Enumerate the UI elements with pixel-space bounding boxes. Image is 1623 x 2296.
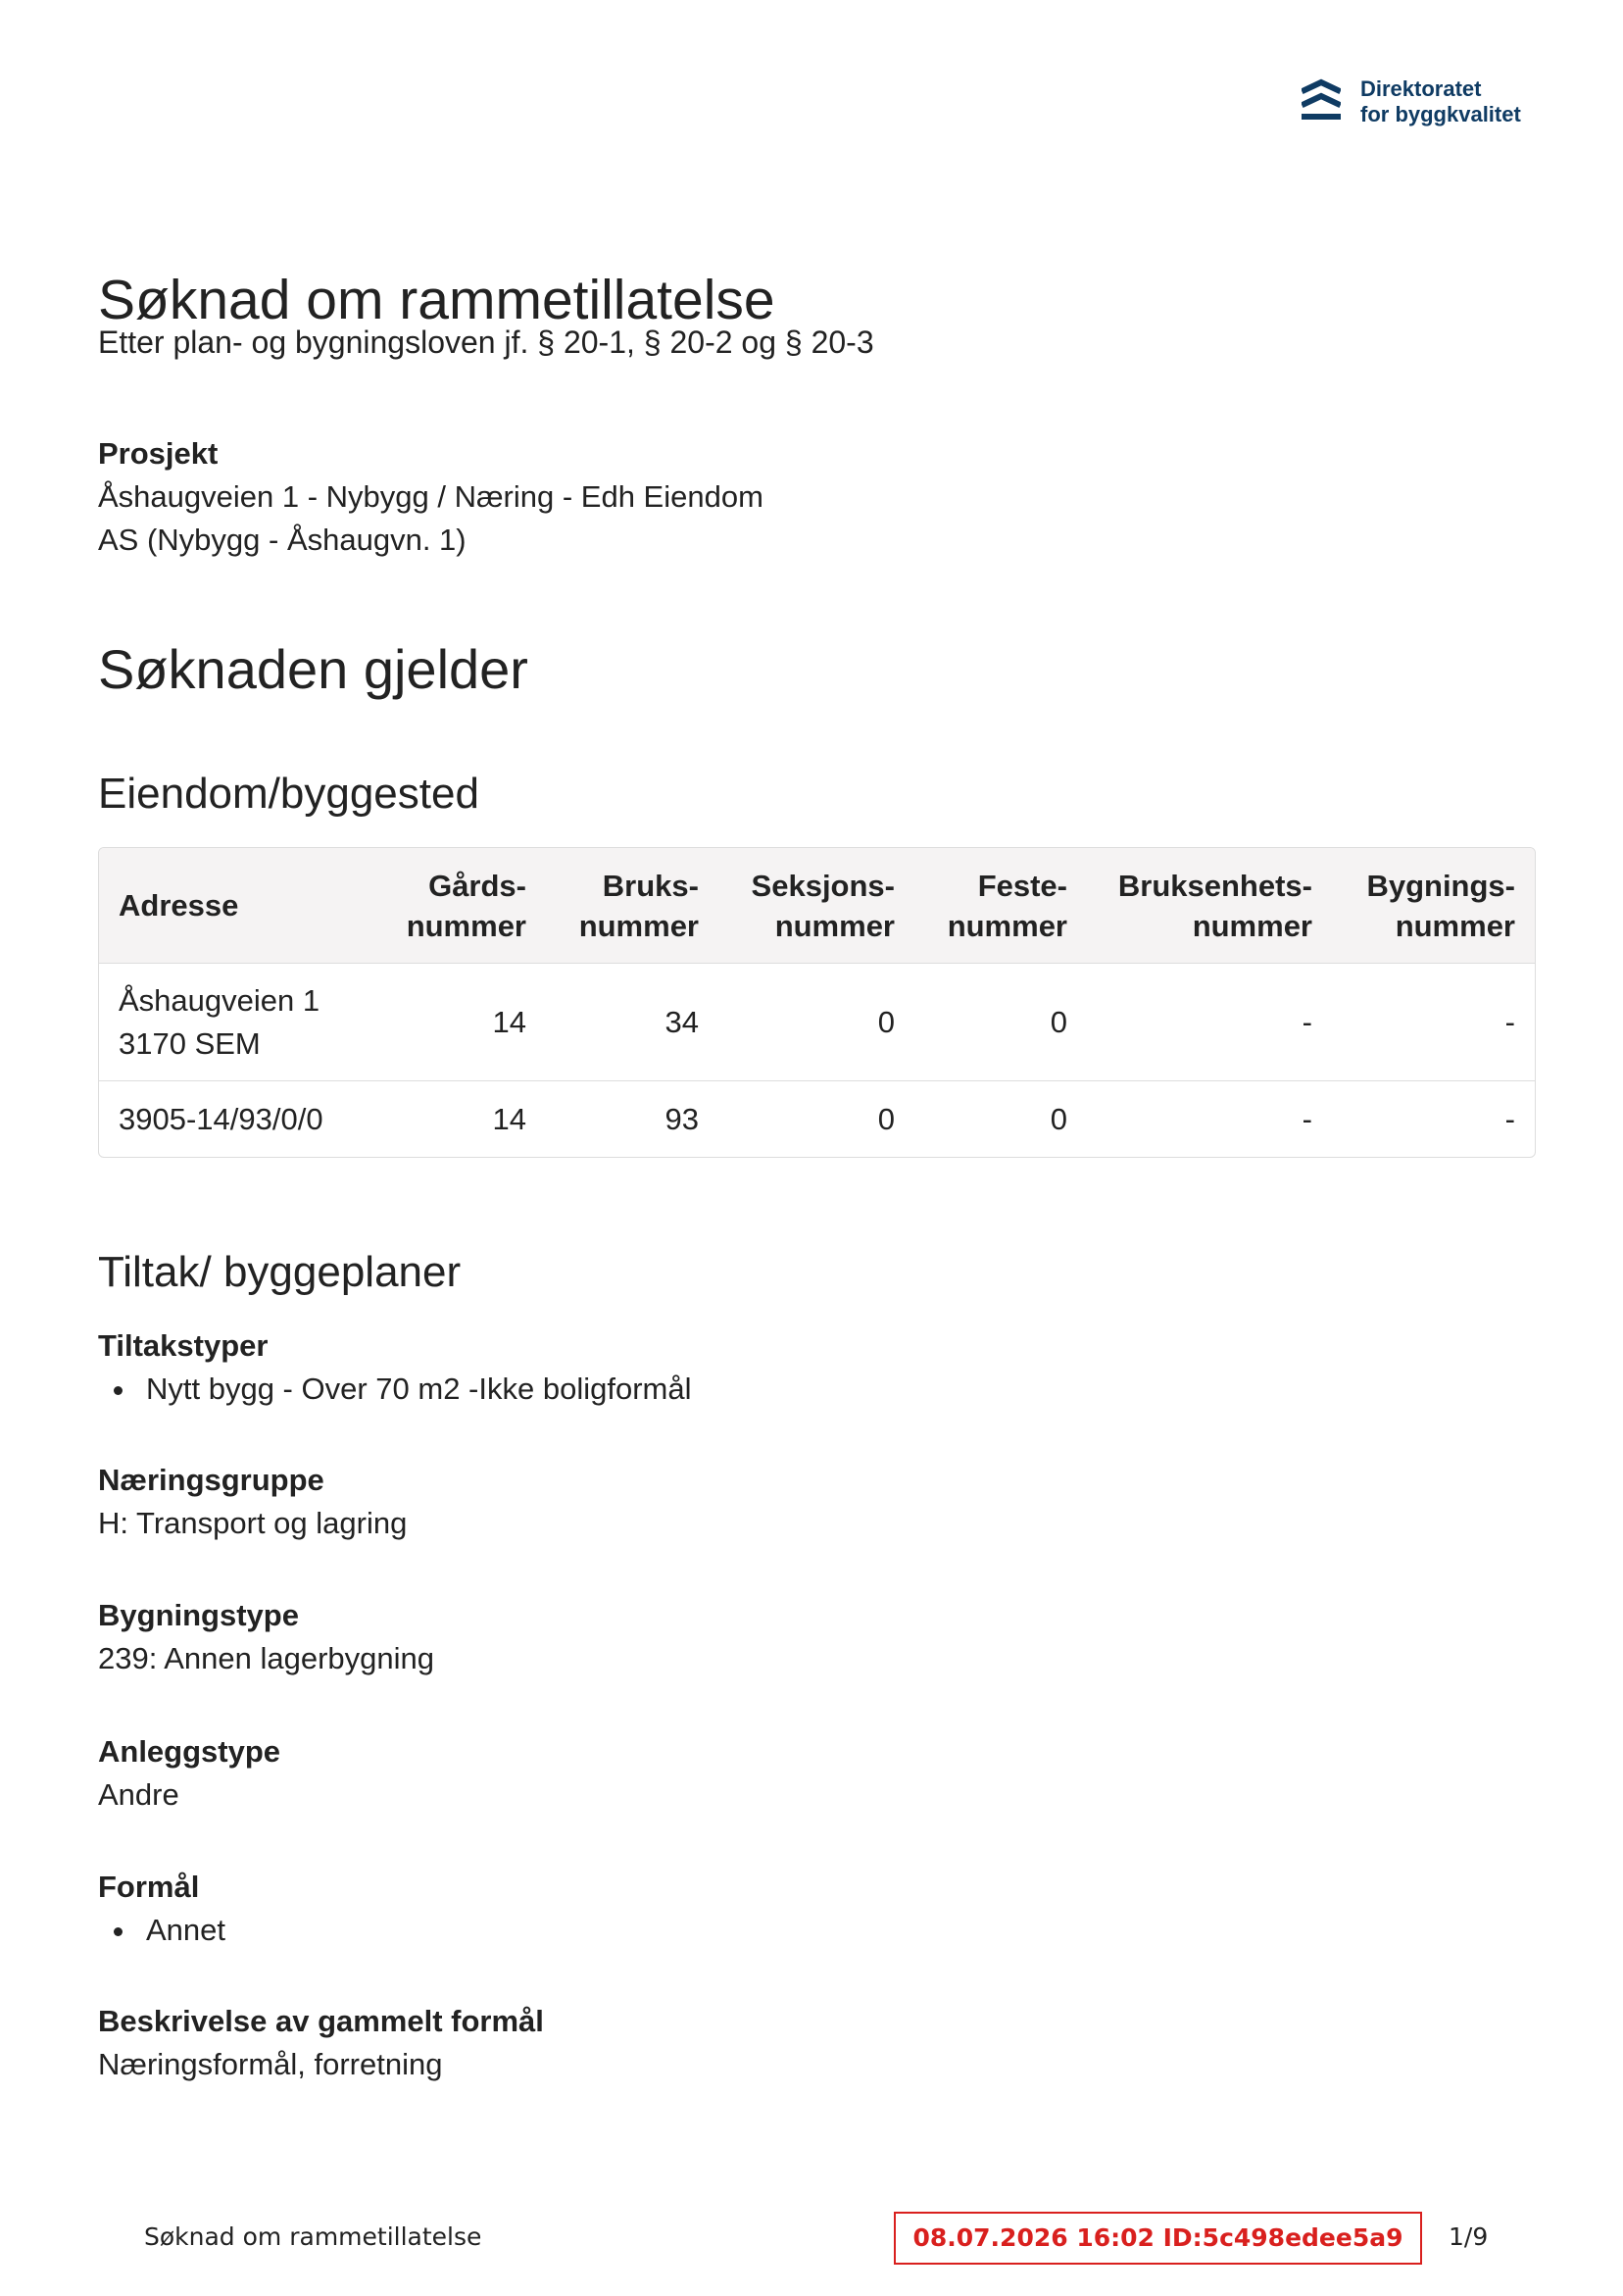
tiltakstyper-list: [98, 1368, 1078, 1411]
dibk-logo-icon: [1302, 78, 1341, 124]
gammelt-formal-block: [98, 2000, 1078, 2086]
tiltak-heading: Tiltak/ byggeplaner: [98, 1248, 462, 1296]
table-row: [99, 1081, 1535, 1158]
logo-line-1: Direktoratet: [1360, 76, 1482, 101]
cell-bygning: -: [1332, 1081, 1535, 1158]
footer-title: Søknad om rammetillatelse: [144, 2222, 482, 2251]
tiltakstyper-block: [98, 1324, 1078, 1411]
naeringsgruppe-label: Næringsgruppe: [98, 1463, 324, 1497]
table-row: [99, 964, 1535, 1081]
timestamp-stamp: 08.07.2026 16:02 ID:5c498edee5a9: [894, 2212, 1422, 2265]
gammelt-formal-value: Næringsformål, forretning: [98, 2047, 443, 2081]
logo-line-2: for byggkvalitet: [1360, 102, 1521, 126]
bygningstype-label: Bygningstype: [98, 1598, 299, 1632]
column-header-adresse: Adresse: [99, 848, 373, 964]
column-header-gardsnummer: Gårds- nummer: [373, 848, 546, 964]
document-title: Søknad om rammetillatelse: [98, 269, 775, 331]
gammelt-formal-label: Beskrivelse av gammelt formål: [98, 2004, 544, 2038]
property-table: [98, 847, 1536, 1158]
cell-fnr: 0: [914, 964, 1087, 1081]
cell-bygning: -: [1332, 964, 1535, 1081]
column-header-bygningsnummer: Bygnings- nummer: [1332, 848, 1535, 964]
table-header-row: [99, 848, 1535, 964]
list-item: Nytt bygg - Over 70 m2 -Ikke boligformål: [146, 1368, 1078, 1411]
formal-block: [98, 1866, 1078, 1952]
tiltakstyper-label: Tiltakstyper: [98, 1328, 269, 1363]
project-block: [98, 432, 1078, 562]
bygningstype-value: 239: Annen lagerbygning: [98, 1641, 435, 1675]
column-header-festenummer: Feste- nummer: [914, 848, 1087, 964]
naeringsgruppe-value: H: Transport og lagring: [98, 1506, 408, 1540]
formal-list: [98, 1909, 1078, 1952]
dibk-logo: [1302, 76, 1537, 131]
cell-snr: 0: [718, 1081, 914, 1158]
anleggstype-block: [98, 1730, 1078, 1817]
cell-bruksenhet: -: [1087, 964, 1332, 1081]
naeringsgruppe-block: [98, 1459, 1078, 1545]
section-title: Søknaden gjelder: [98, 638, 528, 700]
project-line-1: Åshaugveien 1 - Nybygg / Næring - Edh Eiendom: [98, 479, 763, 514]
property-heading: Eiendom/byggested: [98, 770, 479, 818]
cell-bruksenhet: -: [1087, 1081, 1332, 1158]
document-subtitle: Etter plan- og bygningsloven jf. § 20-1, § 20-2 og § 20-3: [98, 324, 874, 360]
cell-bnr: 34: [546, 964, 718, 1081]
anleggstype-label: Anleggstype: [98, 1734, 281, 1769]
cell-address: 3905-14/93/0/0: [99, 1081, 373, 1158]
cell-fnr: 0: [914, 1081, 1087, 1158]
page-number: 1/9: [1449, 2222, 1489, 2251]
project-line-2: AS (Nybygg - Åshaugvn. 1): [98, 523, 467, 557]
project-label: Prosjekt: [98, 436, 219, 471]
formal-label: Formål: [98, 1870, 200, 1904]
anleggstype-value: Andre: [98, 1777, 179, 1812]
column-header-seksjonsnummer: Seksjons- nummer: [718, 848, 914, 964]
cell-gnr: 14: [373, 964, 546, 1081]
column-header-bruksenhetsnummer: Bruksenhets- nummer: [1087, 848, 1332, 964]
column-header-bruksnummer: Bruks- nummer: [546, 848, 718, 964]
cell-gnr: 14: [373, 1081, 546, 1158]
list-item: Annet: [146, 1909, 1078, 1952]
cell-address: Åshaugveien 1 3170 SEM: [99, 964, 373, 1081]
cell-snr: 0: [718, 964, 914, 1081]
bygningstype-block: [98, 1594, 1078, 1680]
cell-bnr: 93: [546, 1081, 718, 1158]
